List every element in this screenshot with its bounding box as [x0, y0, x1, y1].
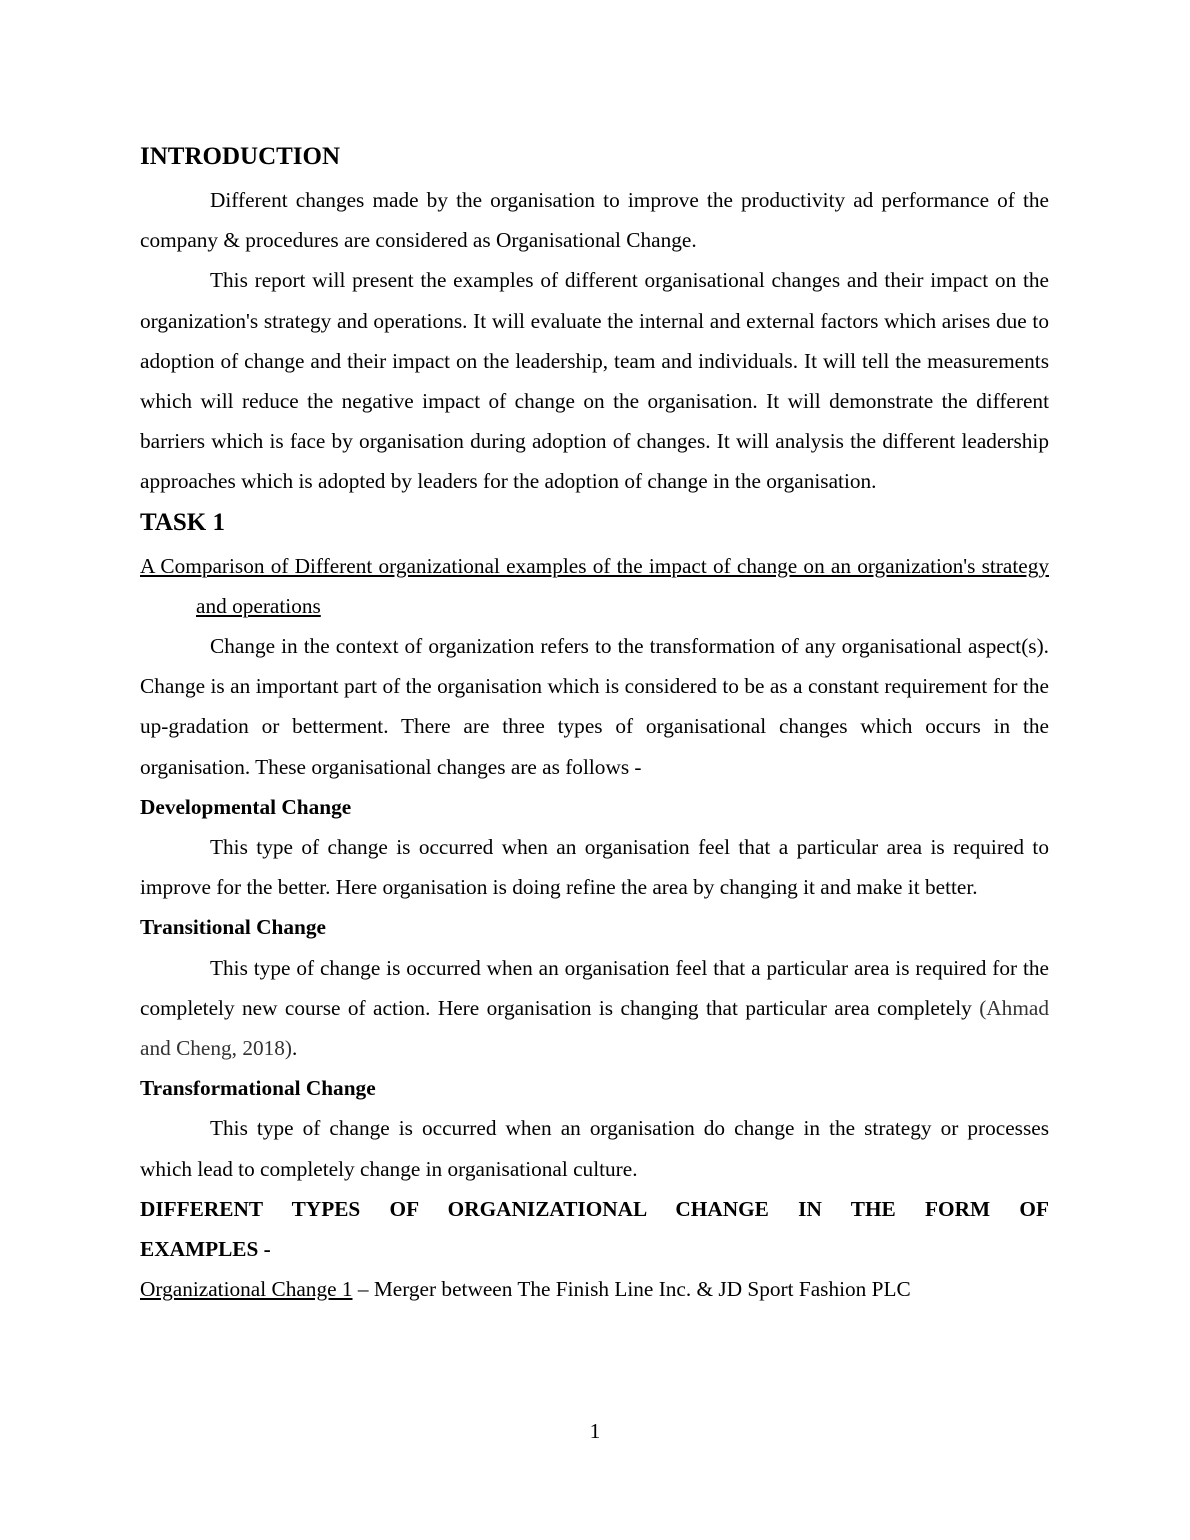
- document-page: [140, 138, 1049, 1309]
- developmental-change-text: This type of change is occurred when an organisation feel that a particular area is required to improve for the better. Here organisation is doing refine the area by changing it and make it better.: [140, 835, 1049, 900]
- developmental-change-heading: Developmental Change: [140, 794, 352, 819]
- transformational-change-text: This type of change is occurred when an organisation do change in the strategy or processes which lead to completely change in organisational culture.: [140, 1116, 1049, 1181]
- introduction-paragraph-1: Different changes made by the organisation to improve the productivity ad performance of the company & procedures are considered as Organisational Change.: [140, 188, 1049, 253]
- introduction-paragraph-2: This report will present the examples of different organisational changes and their impact on the organization's strategy and operations. It will evaluate the internal and external factors which arises due to adoption of change and their impact on the leadership, team and individuals. It will tell the measurements which will reduce the negative impact of change on the organisation. It will demonstrate the different barriers which is face by organisation during adoption of changes. It will analysis the different leadership approaches which is adopted by leaders for the adoption of change in the organisation.: [140, 268, 1049, 494]
- citation: (Ahmad and Cheng, 2018): [140, 995, 1049, 1061]
- task1-title: A Comparison of Different organizational examples of the impact of change on an organization's strategy and operations: [140, 553, 1049, 618]
- organizational-change-1-text: – Merger between The Finish Line Inc. & JD Sport Fashion PLC: [352, 1277, 911, 1302]
- task1-paragraph-1: Change in the context of organization refers to the transformation of any organisational aspect(s). Change is an important part of the organisation which is considered to be as a constant requirement for the up-gradation or betterment. There are three types of organisational changes which occurs in the organisation. These organisational changes are as follows -: [140, 634, 1049, 779]
- organizational-change-1-label: Organizational Change 1: [140, 1277, 353, 1302]
- transitional-change-heading: Transitional Change: [140, 915, 326, 940]
- task1-heading: TASK 1: [140, 508, 225, 536]
- transformational-change-heading: Transformational Change: [140, 1076, 376, 1101]
- examples-heading-line-1: DIFFERENT TYPES OF ORGANIZATIONAL CHANGE IN THE FORM OF: [140, 1196, 1049, 1221]
- examples-heading-line-2: EXAMPLES -: [140, 1237, 271, 1262]
- organizational-change-1: [140, 1269, 1049, 1309]
- transitional-change-text: [140, 948, 1049, 1069]
- introduction-heading: INTRODUCTION: [140, 143, 341, 170]
- transitional-change-end: .: [292, 1036, 298, 1061]
- examples-heading: [140, 1189, 1049, 1269]
- page-number: 1: [589, 1419, 601, 1443]
- transitional-change-body: This type of change is occurred when an organisation feel that a particular area is required for the completely new course of action. Here organisation is changing that particular area completely: [140, 955, 1049, 1020]
